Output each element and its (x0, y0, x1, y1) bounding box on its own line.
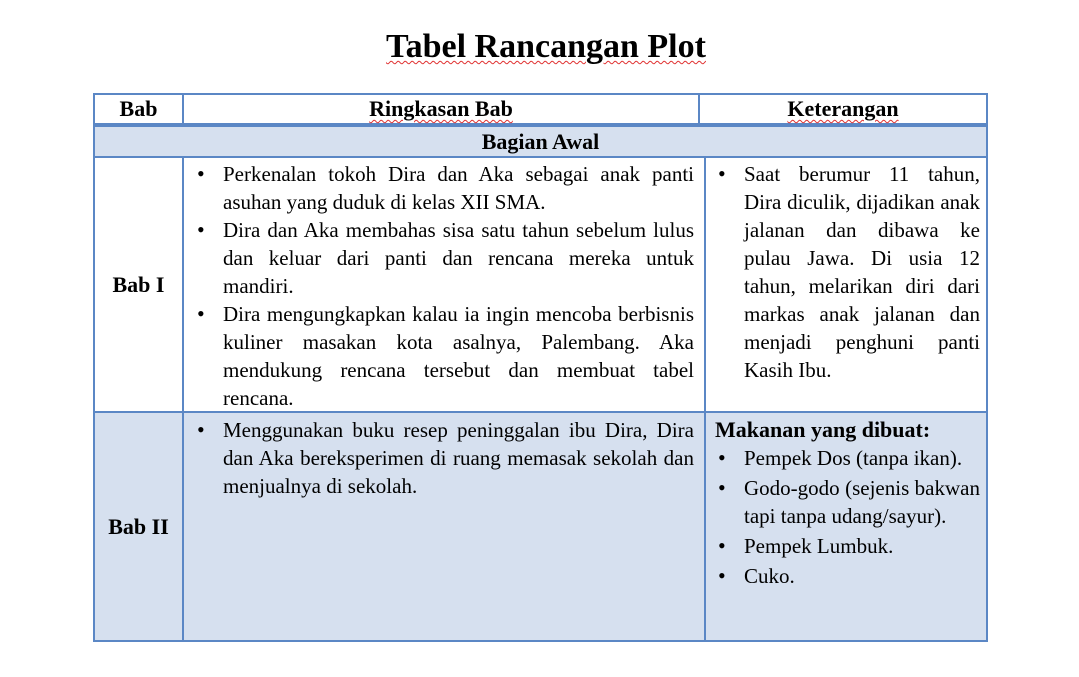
header-bab: Bab (119, 96, 158, 121)
list-item: • Saat berumur 11 tahun, Dira diculik, dijadikan anak jalanan dan dibawa ke pulau Jawa. Di usia 12 tahun, melarikan diri dari markas anak jalanan dan menjadi penghuni panti Kasih Ibu. (712, 160, 980, 384)
plot-table (93, 93, 988, 642)
list-item: • Dira dan Aka membahas sisa satu tahun sebelum lulus dan keluar dari panti dan rencana mereka untuk mandiri. (191, 216, 694, 300)
page-title: Tabel Rancangan Plot (386, 28, 706, 65)
list-item: • Godo-godo (sejenis bakwan tapi tanpa udang/sayur). (712, 474, 980, 530)
bab-i-label: Bab I (112, 271, 165, 297)
section-divider (95, 156, 986, 158)
keterangan-title: Makanan yang dibuat: (715, 417, 931, 442)
list-item: • Menggunakan buku resep peninggalan ibu Dira, Dira dan Aka bereksperimen di ruang memasak sekolah dan menjualnya di sekolah. (191, 416, 694, 500)
bab-i-keterangan (712, 160, 980, 384)
column-divider-1 (182, 157, 184, 640)
bab-ii-ringkasan (191, 416, 694, 500)
bab-ii-keterangan (715, 416, 980, 590)
bab-ii-label: Bab II (108, 513, 169, 539)
section-label: Bagian Awal (481, 129, 600, 154)
list-item: • Pempek Dos (tanpa ikan). (712, 444, 980, 472)
list-item: • Dira mengungkapkan kalau ia ingin mencoba berbisnis kuliner masakan kota asalnya, Palembang. Aka mendukung rencana tersebut dan membuat tabel rencana. (191, 300, 694, 412)
list-item: • Perkenalan tokoh Dira dan Aka sebagai anak panti asuhan yang duduk di kelas XII SMA. (191, 160, 694, 216)
list-item: • Pempek Lumbuk. (712, 532, 980, 560)
header-keterangan: Keterangan (787, 96, 899, 121)
list-item: • Cuko. (712, 562, 980, 590)
header-ringkasan: Ringkasan Bab (369, 96, 513, 121)
column-divider-2 (704, 157, 706, 640)
bab-i-ringkasan (191, 160, 694, 412)
